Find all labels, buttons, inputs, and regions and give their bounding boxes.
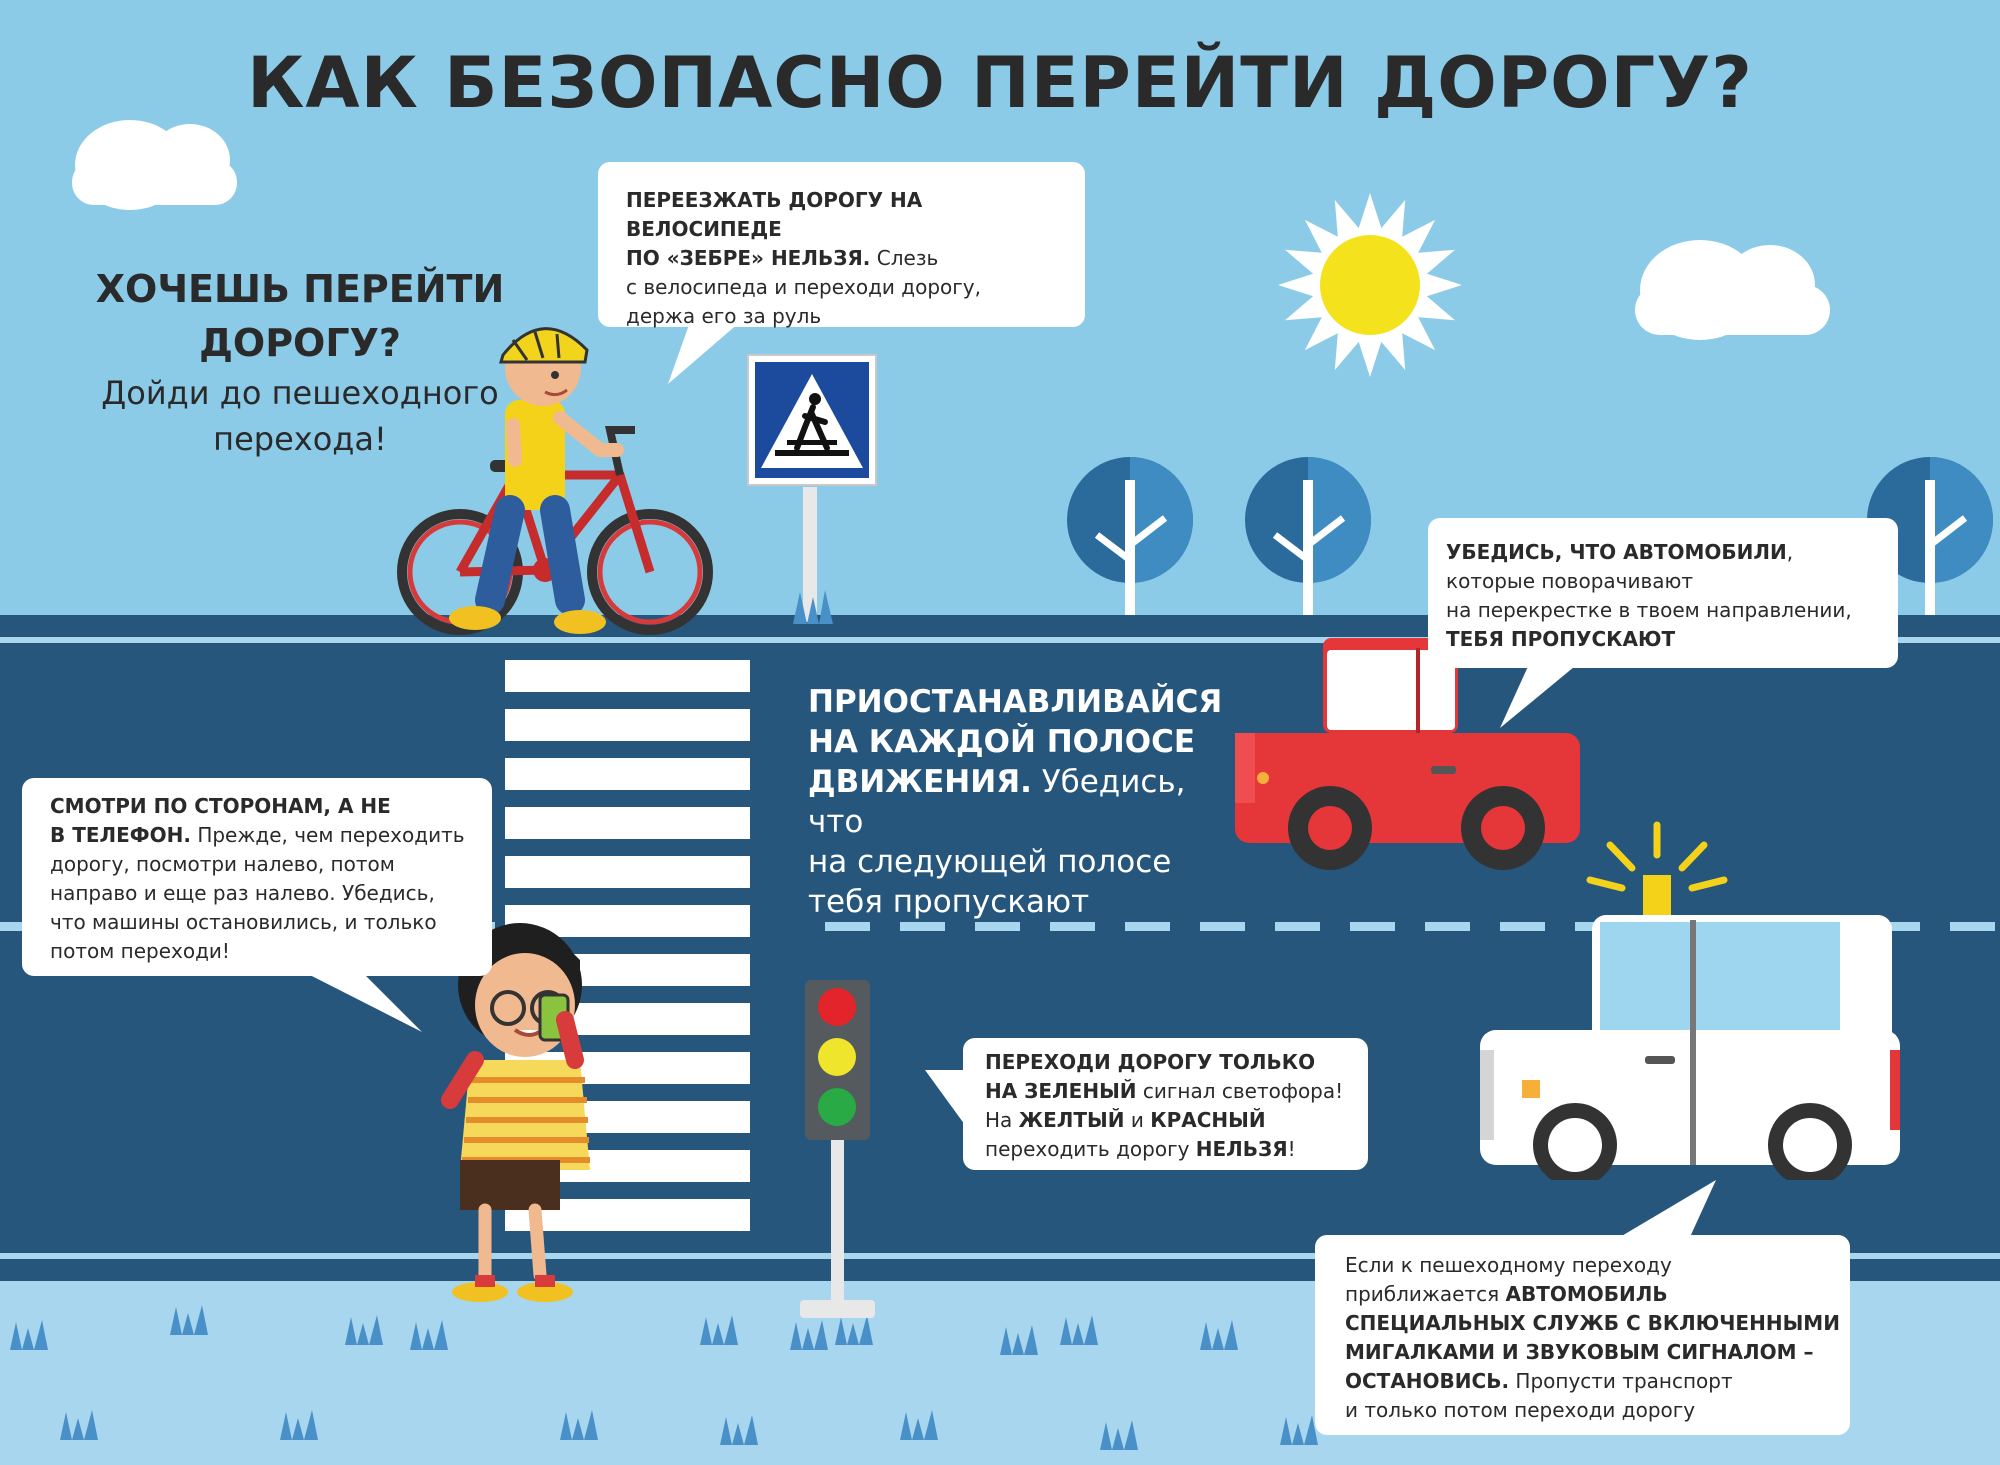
phone-tip-text: что машины остановились, и только bbox=[50, 910, 437, 934]
turn-tip-text: которые поворачивают bbox=[1446, 569, 1693, 593]
emergency-tip-text: Если к пешеходному переходу bbox=[1345, 1253, 1672, 1277]
emergency-tip-bold: МИГАЛКАМИ И ЗВУКОВЫМ СИГНАЛОМ – bbox=[1345, 1340, 1814, 1364]
intro-heading-line: ХОЧЕШЬ ПЕРЕЙТИ bbox=[95, 267, 505, 311]
turn-tip-bold: УБЕДИСЬ, ЧТО АВТОМОБИЛИ bbox=[1446, 540, 1787, 564]
bike-tip-text: держа его за руль bbox=[626, 304, 822, 328]
intro-heading-line: ДОРОГУ? bbox=[199, 321, 401, 365]
traffic-light-tip-bubble bbox=[963, 1038, 1368, 1170]
light-tip-bold: ПЕРЕХОДИ ДОРОГУ ТОЛЬКО bbox=[985, 1050, 1316, 1074]
emergency-tip-text: приближается bbox=[1345, 1282, 1506, 1306]
emergency-tip-text: Пропусти транспорт bbox=[1509, 1369, 1733, 1393]
bike-tip-text: с велосипеда и переходи дорогу, bbox=[626, 275, 981, 299]
lane-tip-bold: ПРИОСТАНАВЛИВАЙСЯ bbox=[808, 684, 1223, 720]
lane-tip bbox=[808, 682, 1248, 922]
turning-cars-tip-bubble bbox=[1428, 518, 1898, 668]
light-tip-bold: КРАСНЫЙ bbox=[1150, 1108, 1266, 1132]
bike-tip-text: Слезь bbox=[870, 246, 939, 270]
light-tip-text: сигнал светофора! bbox=[1136, 1079, 1344, 1103]
turn-tip-bold: ТЕБЯ ПРОПУСКАЮТ bbox=[1446, 627, 1676, 651]
emergency-tip-text: и только потом переходи дорогу bbox=[1345, 1398, 1696, 1422]
light-tip-text: переходить дорогу bbox=[985, 1137, 1196, 1161]
page-title: КАК БЕЗОПАСНО ПЕРЕЙТИ ДОРОГУ? bbox=[247, 42, 1753, 124]
bike-tip-bubble bbox=[598, 162, 1085, 327]
emergency-tip-bold: ОСТАНОВИСЬ. bbox=[1345, 1369, 1510, 1393]
emergency-tip-bold: СПЕЦИАЛЬНЫХ СЛУЖБ С ВКЛЮЧЕННЫМИ bbox=[1345, 1311, 1840, 1335]
lane-tip-bold: НА КАЖДОЙ ПОЛОСЕ bbox=[808, 724, 1196, 760]
turn-tip-text: на перекрестке в твоем направлении, bbox=[1446, 598, 1852, 622]
bike-tip-bold: ПЕРЕЕЗЖАТЬ ДОРОГУ НА ВЕЛОСИПЕДЕ bbox=[626, 188, 923, 241]
light-tip-text: и bbox=[1124, 1108, 1151, 1132]
light-tip-text: ! bbox=[1287, 1137, 1296, 1161]
phone-tip-bold: В ТЕЛЕФОН. bbox=[50, 823, 191, 847]
phone-tip-text: потом переходи! bbox=[50, 939, 230, 963]
phone-tip-text: дорогу, посмотри налево, потом bbox=[50, 852, 395, 876]
light-tip-bold: НА ЗЕЛЕНЫЙ bbox=[985, 1079, 1137, 1103]
lane-tip-text: на следующей полосе bbox=[808, 844, 1172, 880]
light-tip-text: На bbox=[985, 1108, 1019, 1132]
light-tip-bold: НЕЛЬЗЯ bbox=[1195, 1137, 1288, 1161]
intro-subtext-line: перехода! bbox=[213, 420, 387, 458]
turn-tip-text: , bbox=[1786, 540, 1794, 564]
intro-subtext-line: Дойди до пешеходного bbox=[101, 374, 499, 412]
phone-tip-text: Прежде, чем переходить bbox=[190, 823, 465, 847]
lane-tip-text: Убедись, что bbox=[808, 764, 1186, 840]
phone-tip-bubble bbox=[22, 778, 492, 976]
bike-tip-bold: ПО «ЗЕБРЕ» НЕЛЬЗЯ. bbox=[626, 246, 871, 270]
emergency-tip-bold: АВТОМОБИЛЬ bbox=[1505, 1282, 1668, 1306]
lane-tip-bold: ДВИЖЕНИЯ. bbox=[808, 764, 1032, 800]
phone-tip-bold: СМОТРИ ПО СТОРОНАМ, А НЕ bbox=[50, 794, 391, 818]
emergency-tip-bubble bbox=[1315, 1235, 1850, 1435]
phone-tip-text: направо и еще раз налево. Убедись, bbox=[50, 881, 435, 905]
lane-tip-text: тебя пропускают bbox=[808, 884, 1090, 920]
light-tip-bold: ЖЕЛТЫЙ bbox=[1018, 1108, 1125, 1132]
